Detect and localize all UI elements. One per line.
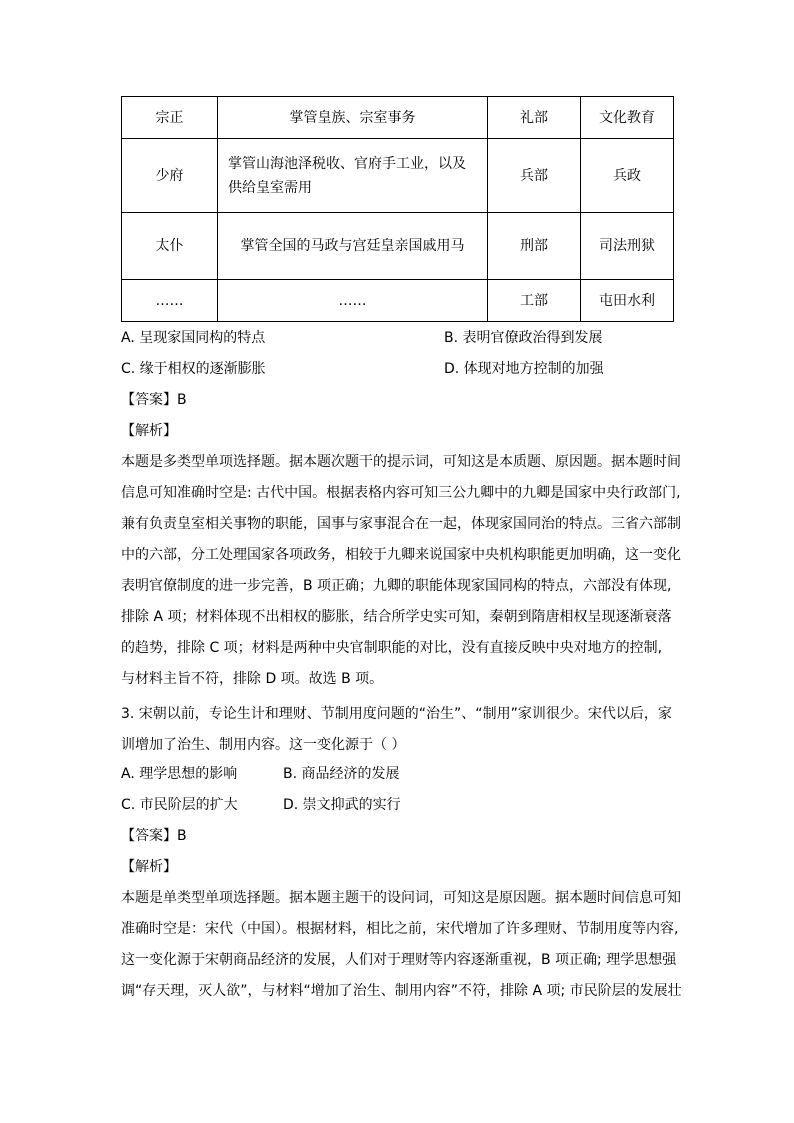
analysis-line: 准确时空是：宋代（中国）。根据材料，相比之前，宋代增加了许多理财、节制用度等内容, [121,921,679,937]
table-cell: 少府 [122,139,218,213]
table-row [122,139,674,213]
table-cell: 屯田水利 [581,280,674,322]
option-d: D. 体现对地方控制的加强 [444,361,604,377]
table-cell: 宗正 [122,97,218,139]
option-a: A. 理学思想的影响 [121,766,238,782]
table-row [122,280,674,322]
analysis-line: 本题是单类型单项选择题。据本题主题干的设问词，可知这是原因题。据本题时间信息可知 [121,890,681,906]
table-cell: 兵政 [581,139,674,213]
answer-label: 【答案】B [121,828,187,844]
table-cell: 掌管全国的马政与宫廷皇亲国戚用马 [218,213,488,280]
table-cell: 兵部 [488,139,581,213]
stem-line: 3. 宋朝以前，专论生计和理财、节制用度问题的“治生”、“制用”家训很少。宋代以后，家 [121,706,672,722]
analysis-line: 本题是多类型单项选择题。据本题次题干的提示词，可知这是本质题、原因题。据本题时间 [121,454,681,470]
analysis-line: 表明官僚制度的进一步完善，B 项正确；九卿的职能体现家国同构的特点，六部没有体现, [121,578,672,594]
government-offices-table [121,96,674,322]
analysis-title: 【解析】 [121,859,177,875]
analysis-line: 与材料主旨不符，排除 D 项。故选 B 项。 [121,671,384,687]
option-c: C. 缘于相权的逐渐膨胀 [121,361,266,377]
table-cell: 礼部 [488,97,581,139]
table-cell: 太仆 [122,213,218,280]
table-row [122,213,674,280]
table-row [122,97,674,139]
option-a: A. 呈现家国同构的特点 [121,330,266,346]
stem-line: 训增加了治生、制用内容。这一变化源于（ ） [121,737,406,753]
analysis-paragraph [121,883,681,1007]
analysis-line: 排除 A 项；材料体现不出相权的膨胀，结合所学史实可知，秦朝到隋唐相权呈现逐渐衰落 [121,609,672,625]
table-cell: 司法刑狱 [581,213,674,280]
option-c: C. 市民阶层的扩大 [121,797,238,813]
analysis-line: 中的六部，分工处理国家各项政务，相较于九卿来说国家中央机构职能更加明确，这一变化 [121,547,681,563]
analysis-paragraph [121,447,681,695]
analysis-line: 兼有负责皇室相关事物的职能，国事与家事混合在一起，体现家国同治的特点。三省六部制 [121,516,681,532]
option-d: D. 崇文抑武的实行 [283,797,401,813]
question-3-stem [121,699,681,761]
table-cell: …… [218,280,488,322]
table-cell: 刑部 [488,213,581,280]
analysis-line: 信息可知准确时空是: 古代中国。根据表格内容可知三公九卿中的九卿是国家中央行政部门, [121,485,681,501]
analysis-line: 调“存天理，灭人欲”，与材料“增加了治生、制用内容”不符，排除 A 项; 市民阶层的发展壮 [121,983,682,999]
analysis-title: 【解析】 [121,423,177,439]
cell-line: 掌管山海池泽税收、官府手工业，以及 [228,155,466,172]
analysis-line: 的趋势，排除 C 项；材料是两种中央官制职能的对比，没有直接反映中央对地方的控制, [121,640,663,656]
cell-line: 供给皇室需用 [228,179,312,196]
table-cell [218,139,488,213]
table-cell: 工部 [488,280,581,322]
table-cell: 文化教育 [581,97,674,139]
option-b: B. 商品经济的发展 [283,766,400,782]
table-cell: …… [122,280,218,322]
option-b: B. 表明官僚政治得到发展 [444,330,603,346]
analysis-line: 这一变化源于宋朝商品经济的发展，人们对于理财等内容逐渐重视，B 项正确; 理学思想强 [121,952,677,968]
answer-label: 【答案】B [121,392,187,408]
table-cell: 掌管皇族、宗室事务 [218,97,488,139]
